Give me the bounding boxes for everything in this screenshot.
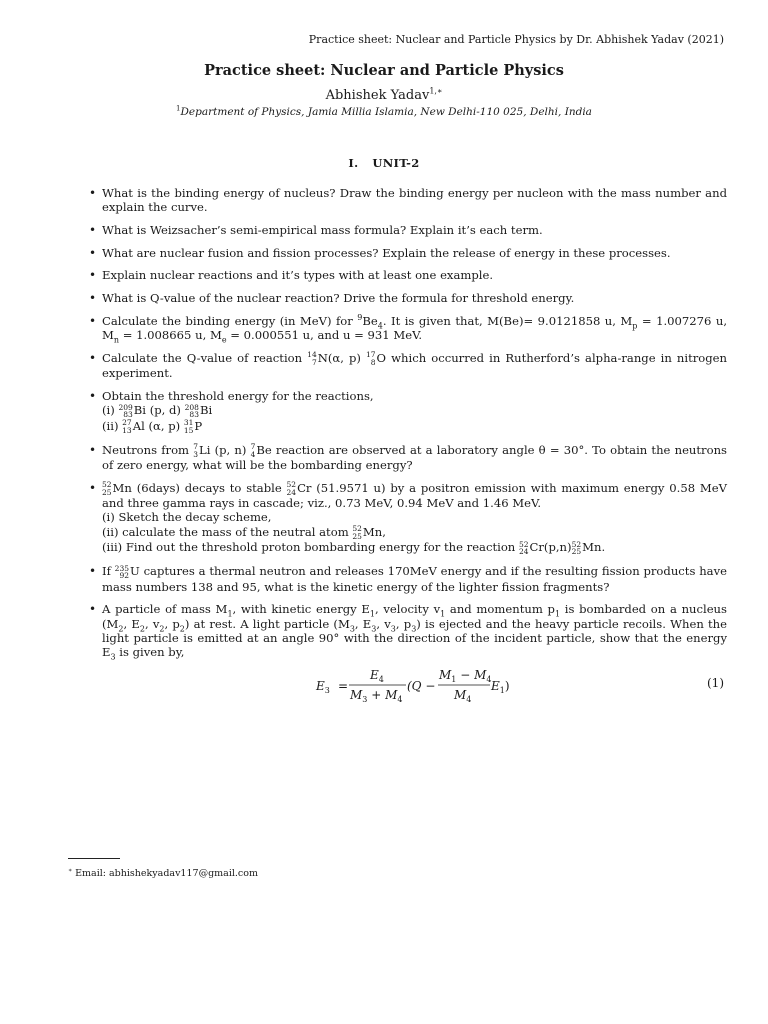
atomic-number: 13 [122, 425, 132, 435]
reaction-paragraph [102, 481, 727, 511]
atomic-number: 4 [377, 321, 383, 331]
eq-subscript: 4 [486, 675, 492, 684]
question-text: Mn, [362, 524, 386, 539]
question-text: If [102, 564, 115, 579]
subscript: 3 [371, 623, 377, 633]
atomic-number: 8 [370, 357, 376, 367]
question-text: Bi (p, d) [133, 403, 185, 418]
author-name: Abhishek Yadav [325, 88, 430, 103]
eq-symbol: E [491, 679, 500, 693]
question-text: , v [144, 616, 160, 631]
nuclide-notation [122, 419, 132, 434]
eq-subscript: 1 [499, 686, 505, 695]
question-text: What are nuclear fusion and fission processes? Explain the release of energy in these processes. [102, 245, 671, 260]
question-text: Explain nuclear reactions and it’s types with at least one example. [102, 268, 494, 283]
subquestion-line [102, 540, 727, 556]
mass-number: 9 [357, 312, 363, 322]
question-list [89, 186, 727, 668]
atomic-number: 3 [193, 449, 199, 459]
question-text: Neutrons from [102, 442, 194, 457]
footnote [68, 868, 258, 879]
question-item [89, 481, 727, 556]
question-text: Mn. [582, 540, 606, 555]
nuclide-notation [185, 404, 199, 419]
subscript: 2 [159, 623, 165, 633]
mass-number: 14 [307, 350, 317, 360]
mass-number: 7 [193, 442, 199, 452]
question-text: = 1.008665 u, M [119, 327, 222, 342]
atomic-number: 25 [102, 487, 112, 497]
question-item [89, 564, 727, 594]
equation-lhs [315, 679, 330, 695]
question-text: What is Weizsacher’s semi-empirical mass formula? Explain it’s each term. [102, 222, 543, 237]
question-text: ) is ejected and the heavy particle recoils. When the light particle is emitted at an angle 90° with the direction of the incident particle, show that the energy E [102, 616, 727, 659]
atomic-number: 7 [311, 357, 317, 367]
question-text: P [194, 418, 203, 433]
question-item [89, 268, 727, 282]
affiliation-mark: 1 [176, 104, 181, 113]
question-text: (i) Sketch the decay scheme, [102, 510, 272, 525]
eq-symbol: M [474, 668, 487, 682]
eq-symbol: M [350, 688, 363, 702]
question-text: (i) [102, 403, 119, 418]
question-text: Bi [199, 403, 213, 418]
subscript: p [632, 321, 638, 331]
subscript: e [221, 335, 227, 345]
fraction2-denominator [453, 688, 471, 704]
eq-subscript: 4 [397, 695, 403, 704]
equation-number: (1) [707, 676, 724, 690]
eq-subscript: 4 [378, 675, 384, 684]
question-text: O which occurred in Rutherford’s alpha-range in nitrogen experiment. [102, 350, 727, 381]
question-text: , E [123, 616, 140, 631]
question-item [89, 443, 727, 473]
mass-number: 52 [571, 539, 582, 549]
mass-number: • 52 [102, 480, 112, 490]
question-text: , with kinetic energy E [232, 602, 370, 617]
fraction2-numerator [438, 668, 491, 684]
author-marks: 1,∗ [429, 86, 443, 96]
question-text: is given by, [115, 644, 185, 659]
question-text: • Obtain the threshold energy for the reactions, [102, 388, 374, 403]
eq-open-paren: (Q − [407, 679, 436, 693]
subscript: 1 [227, 609, 233, 619]
question-text: A particle of mass M [102, 602, 228, 617]
fraction1-numerator [369, 668, 384, 684]
eq-symbol: E [370, 668, 379, 682]
fraction1-denominator [349, 688, 402, 704]
atomic-number: 25 [352, 531, 362, 541]
nuclide-notation [519, 541, 529, 556]
subscript: 1 [554, 609, 561, 619]
element-symbol: Be [362, 313, 378, 328]
nuclide-notation [102, 481, 112, 496]
eq-operator: + [367, 688, 386, 702]
document-title: Practice sheet: Nuclear and Particle Physics [204, 62, 564, 79]
question-text: What is Q-value of the nuclear reaction? Drive the formula for threshold energy. [102, 291, 575, 306]
author-line [0, 88, 768, 103]
nuclide-notation [287, 481, 297, 496]
affiliation-text: Department of Physics, Jamia Millia Islamia, New Delhi-110 025, Delhi, India [180, 106, 592, 118]
question-item [89, 246, 727, 260]
subscript: 2 [139, 623, 145, 633]
eq-symbol: M [439, 668, 452, 682]
equation-tail [490, 679, 510, 695]
atomic-number: 25 [571, 547, 582, 557]
section-number: I. [348, 156, 359, 170]
question-text: What is the binding energy of nucleus? Draw the binding energy per nucleon with the mass number and explain the curve. [102, 186, 727, 215]
atomic-number: 83 [123, 410, 133, 420]
question-text: (ii) calculate the mass of the neutral atom [102, 524, 353, 539]
mass-number: 27 [122, 418, 132, 428]
equation-formula [310, 664, 510, 708]
question-text: is bombarded on a nucleus (M [102, 602, 727, 631]
nuclide-notation [184, 419, 194, 434]
question-text: = 1.007276 u, M [102, 313, 727, 342]
question-text: , v [376, 616, 391, 631]
question-text: (iii) Find out the threshold proton bombarding energy for the reaction [102, 540, 519, 555]
mass-number: 52 [518, 539, 529, 549]
subscript: 1 [440, 609, 446, 619]
question-text: = 0.000551 u, and u = 931 MeV. [226, 327, 423, 342]
mass-number: 31 [183, 418, 194, 428]
mass-number: 209 [118, 402, 133, 412]
atomic-number: 24 [518, 547, 529, 557]
mass-number: 52 [352, 524, 362, 534]
reaction-line [102, 419, 727, 435]
subquestion-line [102, 525, 727, 541]
question-item [89, 223, 727, 237]
question-item [89, 389, 727, 434]
eq-symbol: E [316, 679, 325, 693]
eq-symbol: M [454, 688, 467, 702]
question-text: Al (α, p) [132, 418, 184, 433]
question-item [89, 351, 727, 381]
atomic-number: 92 [119, 571, 129, 581]
question-item [89, 602, 727, 662]
question-text: , p [164, 616, 180, 631]
question-text: U captures a thermal neutron and releases 170MeV energy and if the resulting fission products have mass numbers 138 and 95, what is the kinetic energy of the lighter fission fragments? [102, 564, 727, 594]
nuclide-notation [118, 404, 132, 419]
mass-number: 7 [250, 442, 256, 452]
question-item [89, 186, 727, 214]
subscript: 3 [411, 623, 417, 633]
equation-block [0, 664, 768, 708]
running-header: Practice sheet: Nuclear and Particle Physics by Dr. Abhishek Yadav (2021) [308, 33, 724, 46]
footnote-mark: ∗ [68, 866, 73, 874]
question-text: N(α, p) [317, 350, 366, 365]
question-text: Calculate the binding energy (in MeV) for [102, 313, 358, 328]
eq-close-paren: ) [504, 679, 510, 693]
question-text: Cr (51.9571 u) by a positron emission with maximum energy 0.58 MeV and three gamma rays in cascade; viz., 0.73 MeV, 0.94 MeV and 1.46 MeV. [102, 480, 727, 511]
eq-symbol: M [385, 688, 398, 702]
atomic-number: 24 [286, 487, 297, 497]
atomic-number: 4 [250, 449, 256, 459]
subscript: 1 [369, 609, 375, 619]
question-text: . It is given that, M(Be)= 9.0121858 u, M [382, 313, 633, 328]
question-text: , E [354, 616, 372, 631]
question-text: (ii) [102, 418, 123, 433]
equals-sign: = [338, 679, 349, 693]
mass-number: 208 [184, 402, 199, 412]
question-item [89, 312, 727, 345]
eq-subscript: 4 [466, 695, 472, 704]
question-text: ) at rest. A light particle (M [184, 616, 350, 631]
atomic-number: 83 [189, 410, 199, 420]
nuclide-notation [251, 443, 256, 458]
atomic-number: 15 [183, 425, 194, 435]
mass-number: 52 [286, 480, 297, 490]
question-text: Mn (6days) decays to stable [112, 480, 287, 495]
question-text: , velocity v [374, 602, 441, 617]
question-item [89, 291, 727, 305]
question-text: Be reaction are observed at a laboratory angle θ = 30°. To obtain the neutrons of zero energy, what will be the bombarding energy? [102, 442, 727, 473]
mass-number: 17 [366, 350, 376, 360]
question-text: , p [395, 616, 412, 631]
eq-subscript: 1 [451, 675, 457, 684]
nuclide-notation [307, 351, 317, 366]
nuclide-notation [366, 351, 376, 366]
subscript: 2 [118, 623, 124, 633]
footnote-text: Email: abhishekyadav117@gmail.com [75, 868, 258, 879]
subscript: 2 [179, 623, 185, 633]
nuclide-notation [572, 541, 582, 556]
mass-number: 235 [114, 563, 129, 573]
question-text: Cr(p,n) [529, 540, 572, 555]
section-title: UNIT-2 [372, 156, 420, 170]
subscript: 3 [110, 652, 116, 662]
section-heading [0, 156, 768, 170]
question-text: and momentum p [445, 602, 555, 617]
nuclide-notation [352, 525, 362, 540]
eq-subscript: 3 [362, 695, 368, 704]
subscript: 3 [349, 623, 355, 633]
subscript: 3 [390, 623, 396, 633]
nuclide-notation [193, 443, 198, 458]
subscript: n [113, 335, 120, 345]
reaction-line [102, 403, 727, 419]
footnote-rule [68, 858, 120, 859]
nuclide-notation [115, 565, 129, 580]
question-text: Li (p, n) [199, 442, 251, 457]
question-text: Calculate the Q-value of reaction [102, 350, 308, 365]
affiliation-line [0, 106, 768, 118]
eq-subscript: 3 [324, 686, 330, 695]
eq-operator: − [456, 668, 475, 682]
